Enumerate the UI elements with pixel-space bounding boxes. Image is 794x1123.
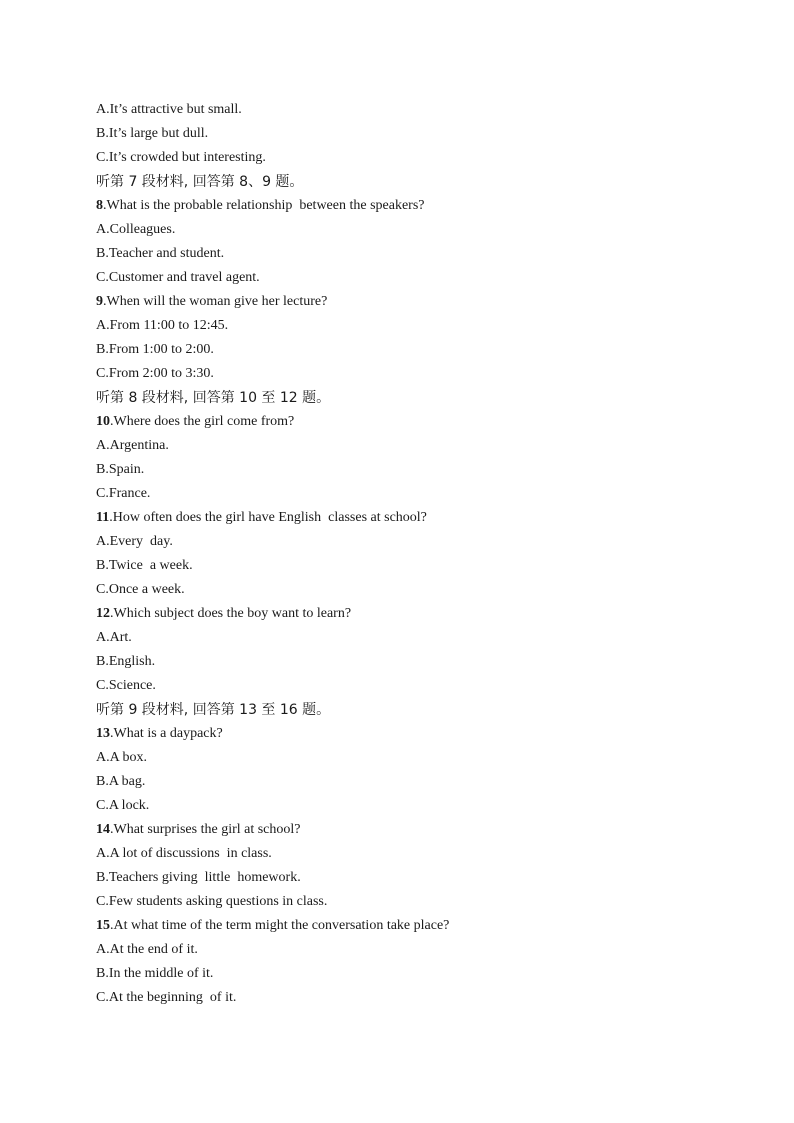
question-text: .Which subject does the boy want to learn? xyxy=(110,606,352,621)
option-line: A.It’s attractive but small. xyxy=(96,102,242,117)
option-line: A.At the end of it. xyxy=(96,942,198,957)
section-heading: 听第 9 段材料, 回答第 13 至 16 题。 xyxy=(96,702,331,718)
section-heading: 听第 7 段材料, 回答第 8、9 题。 xyxy=(96,174,304,190)
question-line xyxy=(96,722,736,746)
option-line: B.A bag. xyxy=(96,774,146,789)
option-line: B.It’s large but dull. xyxy=(96,126,209,141)
option-line: C.Customer and travel agent. xyxy=(96,270,260,285)
option-line: B.Twice a week. xyxy=(96,558,193,573)
option-line: A.From 11:00 to 12:45. xyxy=(96,318,229,333)
option-line: C.France. xyxy=(96,486,151,501)
question-text: .How often does the girl have English classes at school? xyxy=(109,510,427,525)
option-line: B.Teacher and student. xyxy=(96,246,225,261)
question-number: 12 xyxy=(96,606,110,621)
question-text: .When will the woman give her lecture? xyxy=(103,294,328,309)
option-line: C.Once a week. xyxy=(96,582,185,597)
question-number: 10 xyxy=(96,414,110,429)
question-line xyxy=(96,818,736,842)
option-line: A.A box. xyxy=(96,750,147,765)
question-number: 11 xyxy=(96,510,110,525)
question-number: 13 xyxy=(96,726,110,741)
option-line: C.Few students asking questions in class. xyxy=(96,894,328,909)
option-line: B.Spain. xyxy=(96,462,145,477)
question-number: 9 xyxy=(96,294,103,309)
option-line: A.Every day. xyxy=(96,534,173,549)
question-line xyxy=(96,506,736,530)
question-line xyxy=(96,194,736,218)
option-line: C.At the beginning of it. xyxy=(96,990,237,1005)
question-number: 8 xyxy=(96,198,103,213)
option-line: B.English. xyxy=(96,654,156,669)
option-line: C.From 2:00 to 3:30. xyxy=(96,366,214,381)
question-text: .What is the probable relationship between the speakers? xyxy=(103,198,425,213)
question-text: .Where does the girl come from? xyxy=(110,414,295,429)
option-line: A.Colleagues. xyxy=(96,222,176,237)
question-text: .What surprises the girl at school? xyxy=(110,822,301,837)
option-line: C.A lock. xyxy=(96,798,150,813)
question-line xyxy=(96,914,736,938)
document-page xyxy=(96,98,736,1010)
question-line xyxy=(96,602,736,626)
question-number: 15 xyxy=(96,918,110,933)
question-text: .What is a daypack? xyxy=(110,726,223,741)
option-line: B.From 1:00 to 2:00. xyxy=(96,342,214,357)
question-text: .At what time of the term might the conversation take place? xyxy=(110,918,450,933)
question-line xyxy=(96,290,736,314)
question-line xyxy=(96,410,736,434)
option-line: C.It’s crowded but interesting. xyxy=(96,150,266,165)
question-number: 14 xyxy=(96,822,110,837)
section-heading: 听第 8 段材料, 回答第 10 至 12 题。 xyxy=(96,390,331,406)
option-line: B.In the middle of it. xyxy=(96,966,214,981)
option-line: B.Teachers giving little homework. xyxy=(96,870,301,885)
option-line: A.Art. xyxy=(96,630,132,645)
option-line: A.A lot of discussions in class. xyxy=(96,846,272,861)
option-line: C.Science. xyxy=(96,678,156,693)
option-line: A.Argentina. xyxy=(96,438,169,453)
